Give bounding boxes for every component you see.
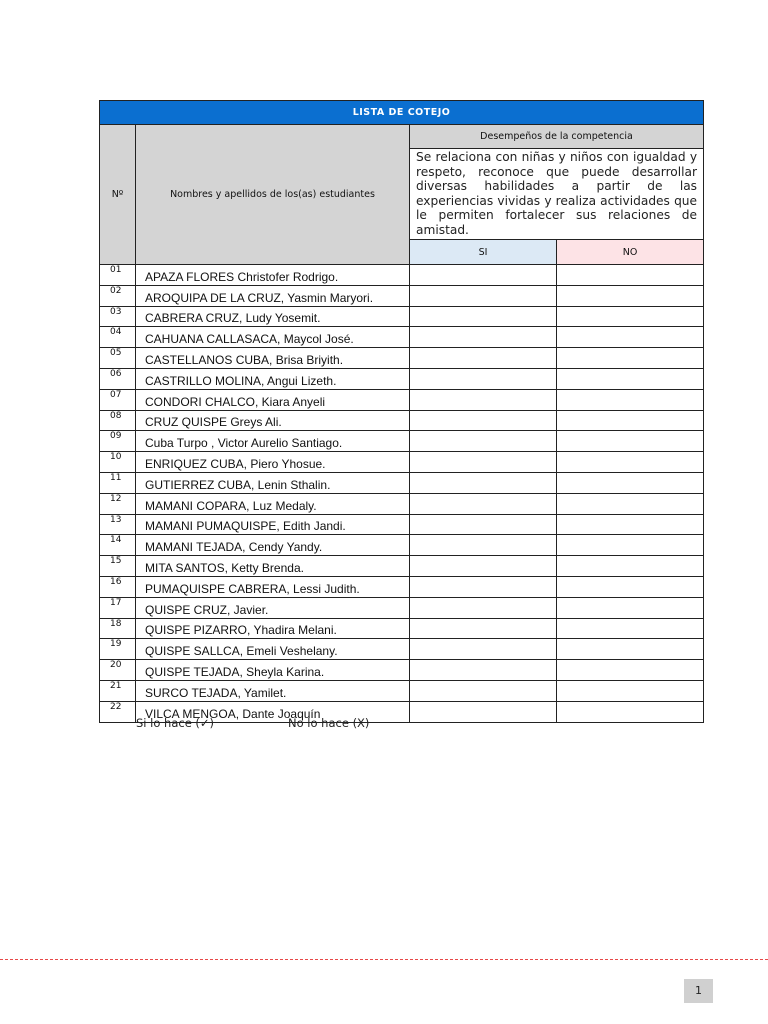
student-name: CASTELLANOS CUBA, Brisa Briyith.: [136, 348, 410, 369]
no-checkbox-cell[interactable]: [557, 348, 704, 369]
student-number: 07: [100, 389, 136, 410]
table-row: [100, 306, 704, 327]
student-name: GUTIERREZ CUBA, Lenin Sthalin.: [136, 472, 410, 493]
student-number: 16: [100, 576, 136, 597]
no-checkbox-cell[interactable]: [557, 410, 704, 431]
no-checkbox-cell[interactable]: [557, 368, 704, 389]
yes-checkbox-cell[interactable]: [410, 368, 557, 389]
student-number: 21: [100, 680, 136, 701]
student-name: VILCA MENGOA, Dante Joaquín: [136, 701, 410, 722]
yes-checkbox-cell[interactable]: [410, 265, 557, 286]
table-row: [100, 556, 704, 577]
no-checkbox-cell[interactable]: [557, 431, 704, 452]
student-number: 01: [100, 265, 136, 286]
table-row: [100, 472, 704, 493]
yes-checkbox-cell[interactable]: [410, 660, 557, 681]
table-row: [100, 285, 704, 306]
student-number: 03: [100, 306, 136, 327]
yes-checkbox-cell[interactable]: [410, 556, 557, 577]
no-checkbox-cell[interactable]: [557, 618, 704, 639]
no-checkbox-cell[interactable]: [557, 514, 704, 535]
yes-column-header: SI: [410, 240, 557, 265]
no-checkbox-cell[interactable]: [557, 535, 704, 556]
student-number: 11: [100, 472, 136, 493]
no-checkbox-cell[interactable]: [557, 701, 704, 722]
yes-checkbox-cell[interactable]: [410, 452, 557, 473]
table-row: [100, 535, 704, 556]
yes-checkbox-cell[interactable]: [410, 597, 557, 618]
table-title: LISTA DE COTEJO: [100, 101, 704, 125]
student-number: 05: [100, 348, 136, 369]
student-name: MAMANI PUMAQUISPE, Edith Jandi.: [136, 514, 410, 535]
table-row: [100, 327, 704, 348]
no-column-header: NO: [557, 240, 704, 265]
no-checkbox-cell[interactable]: [557, 285, 704, 306]
table-row: [100, 368, 704, 389]
no-checkbox-cell[interactable]: [557, 493, 704, 514]
competency-header: Desempeños de la competencia: [410, 125, 704, 149]
no-checkbox-cell[interactable]: [557, 472, 704, 493]
student-number: 22: [100, 701, 136, 722]
student-name: MAMANI COPARA, Luz Medaly.: [136, 493, 410, 514]
student-name: Cuba Turpo , Victor Aurelio Santiago.: [136, 431, 410, 452]
yes-checkbox-cell[interactable]: [410, 576, 557, 597]
yes-checkbox-cell[interactable]: [410, 327, 557, 348]
yes-checkbox-cell[interactable]: [410, 348, 557, 369]
student-number: 17: [100, 597, 136, 618]
yes-checkbox-cell[interactable]: [410, 680, 557, 701]
student-name: QUISPE TEJADA, Sheyla Karina.: [136, 660, 410, 681]
no-checkbox-cell[interactable]: [557, 389, 704, 410]
table-row: [100, 452, 704, 473]
checklist-table: [99, 100, 704, 723]
student-number: 14: [100, 535, 136, 556]
student-name: MAMANI TEJADA, Cendy Yandy.: [136, 535, 410, 556]
student-name: MITA SANTOS, Ketty Brenda.: [136, 556, 410, 577]
student-name: PUMAQUISPE CABRERA, Lessi Judith.: [136, 576, 410, 597]
table-row: [100, 514, 704, 535]
no-checkbox-cell[interactable]: [557, 660, 704, 681]
student-name: APAZA FLORES Christofer Rodrigo.: [136, 265, 410, 286]
student-name: CONDORI CHALCO, Kiara Anyeli: [136, 389, 410, 410]
student-name: CRUZ QUISPE Greys Ali.: [136, 410, 410, 431]
student-number: 08: [100, 410, 136, 431]
page-divider: [0, 959, 768, 960]
student-number: 12: [100, 493, 136, 514]
no-checkbox-cell[interactable]: [557, 680, 704, 701]
yes-checkbox-cell[interactable]: [410, 493, 557, 514]
page-number: 1: [684, 979, 713, 1003]
table-row: [100, 618, 704, 639]
table-row: [100, 660, 704, 681]
yes-checkbox-cell[interactable]: [410, 306, 557, 327]
yes-checkbox-cell[interactable]: [410, 431, 557, 452]
student-name: AROQUIPA DE LA CRUZ, Yasmin Maryori.: [136, 285, 410, 306]
yes-checkbox-cell[interactable]: [410, 618, 557, 639]
yes-checkbox-cell[interactable]: [410, 410, 557, 431]
student-name: CABRERA CRUZ, Ludy Yosemit.: [136, 306, 410, 327]
no-checkbox-cell[interactable]: [557, 452, 704, 473]
student-name: CAHUANA CALLASACA, Maycol José.: [136, 327, 410, 348]
table-row: [100, 389, 704, 410]
no-checkbox-cell[interactable]: [557, 327, 704, 348]
table-row: [100, 680, 704, 701]
no-checkbox-cell[interactable]: [557, 597, 704, 618]
student-number: 18: [100, 618, 136, 639]
student-name: SURCO TEJADA, Yamilet.: [136, 680, 410, 701]
student-name: QUISPE CRUZ, Javier.: [136, 597, 410, 618]
student-number: 09: [100, 431, 136, 452]
table-row: [100, 597, 704, 618]
no-checkbox-cell[interactable]: [557, 556, 704, 577]
student-number: 20: [100, 660, 136, 681]
yes-checkbox-cell[interactable]: [410, 472, 557, 493]
no-checkbox-cell[interactable]: [557, 306, 704, 327]
yes-checkbox-cell[interactable]: [410, 285, 557, 306]
student-name: QUISPE PIZARRO, Yhadira Melani.: [136, 618, 410, 639]
yes-checkbox-cell[interactable]: [410, 514, 557, 535]
table-row: [100, 265, 704, 286]
no-checkbox-cell[interactable]: [557, 576, 704, 597]
yes-checkbox-cell[interactable]: [410, 535, 557, 556]
table-row: [100, 431, 704, 452]
student-number: 02: [100, 285, 136, 306]
student-number: 10: [100, 452, 136, 473]
no-checkbox-cell[interactable]: [557, 265, 704, 286]
student-number: 06: [100, 368, 136, 389]
yes-checkbox-cell[interactable]: [410, 701, 557, 722]
table-row: [100, 576, 704, 597]
yes-checkbox-cell[interactable]: [410, 389, 557, 410]
student-number: 19: [100, 639, 136, 660]
no-checkbox-cell[interactable]: [557, 639, 704, 660]
col-num-header: Nº: [100, 125, 136, 265]
table-row: [100, 410, 704, 431]
table-row: [100, 348, 704, 369]
student-number: 13: [100, 514, 136, 535]
student-name: QUISPE SALLCA, Emeli Veshelany.: [136, 639, 410, 660]
legend-yes: Si lo hace (✓): [136, 716, 215, 730]
student-name: CASTRILLO MOLINA, Angui Lizeth.: [136, 368, 410, 389]
table-row: [100, 639, 704, 660]
student-number: 04: [100, 327, 136, 348]
yes-checkbox-cell[interactable]: [410, 639, 557, 660]
legend-no: No lo hace (X): [288, 716, 370, 730]
table-row: [100, 493, 704, 514]
col-name-header: Nombres y apellidos de los(as) estudiantes: [136, 125, 410, 265]
student-name: ENRIQUEZ CUBA, Piero Yhosue.: [136, 452, 410, 473]
competency-description: Se relaciona con niñas y niños con igualdad y respeto, reconoce que puede desarrollar diversas habilidades a partir de las experiencias vividas y realiza actividades que le permiten fortalecer sus relaciones de amistad.: [410, 149, 704, 240]
student-number: 15: [100, 556, 136, 577]
